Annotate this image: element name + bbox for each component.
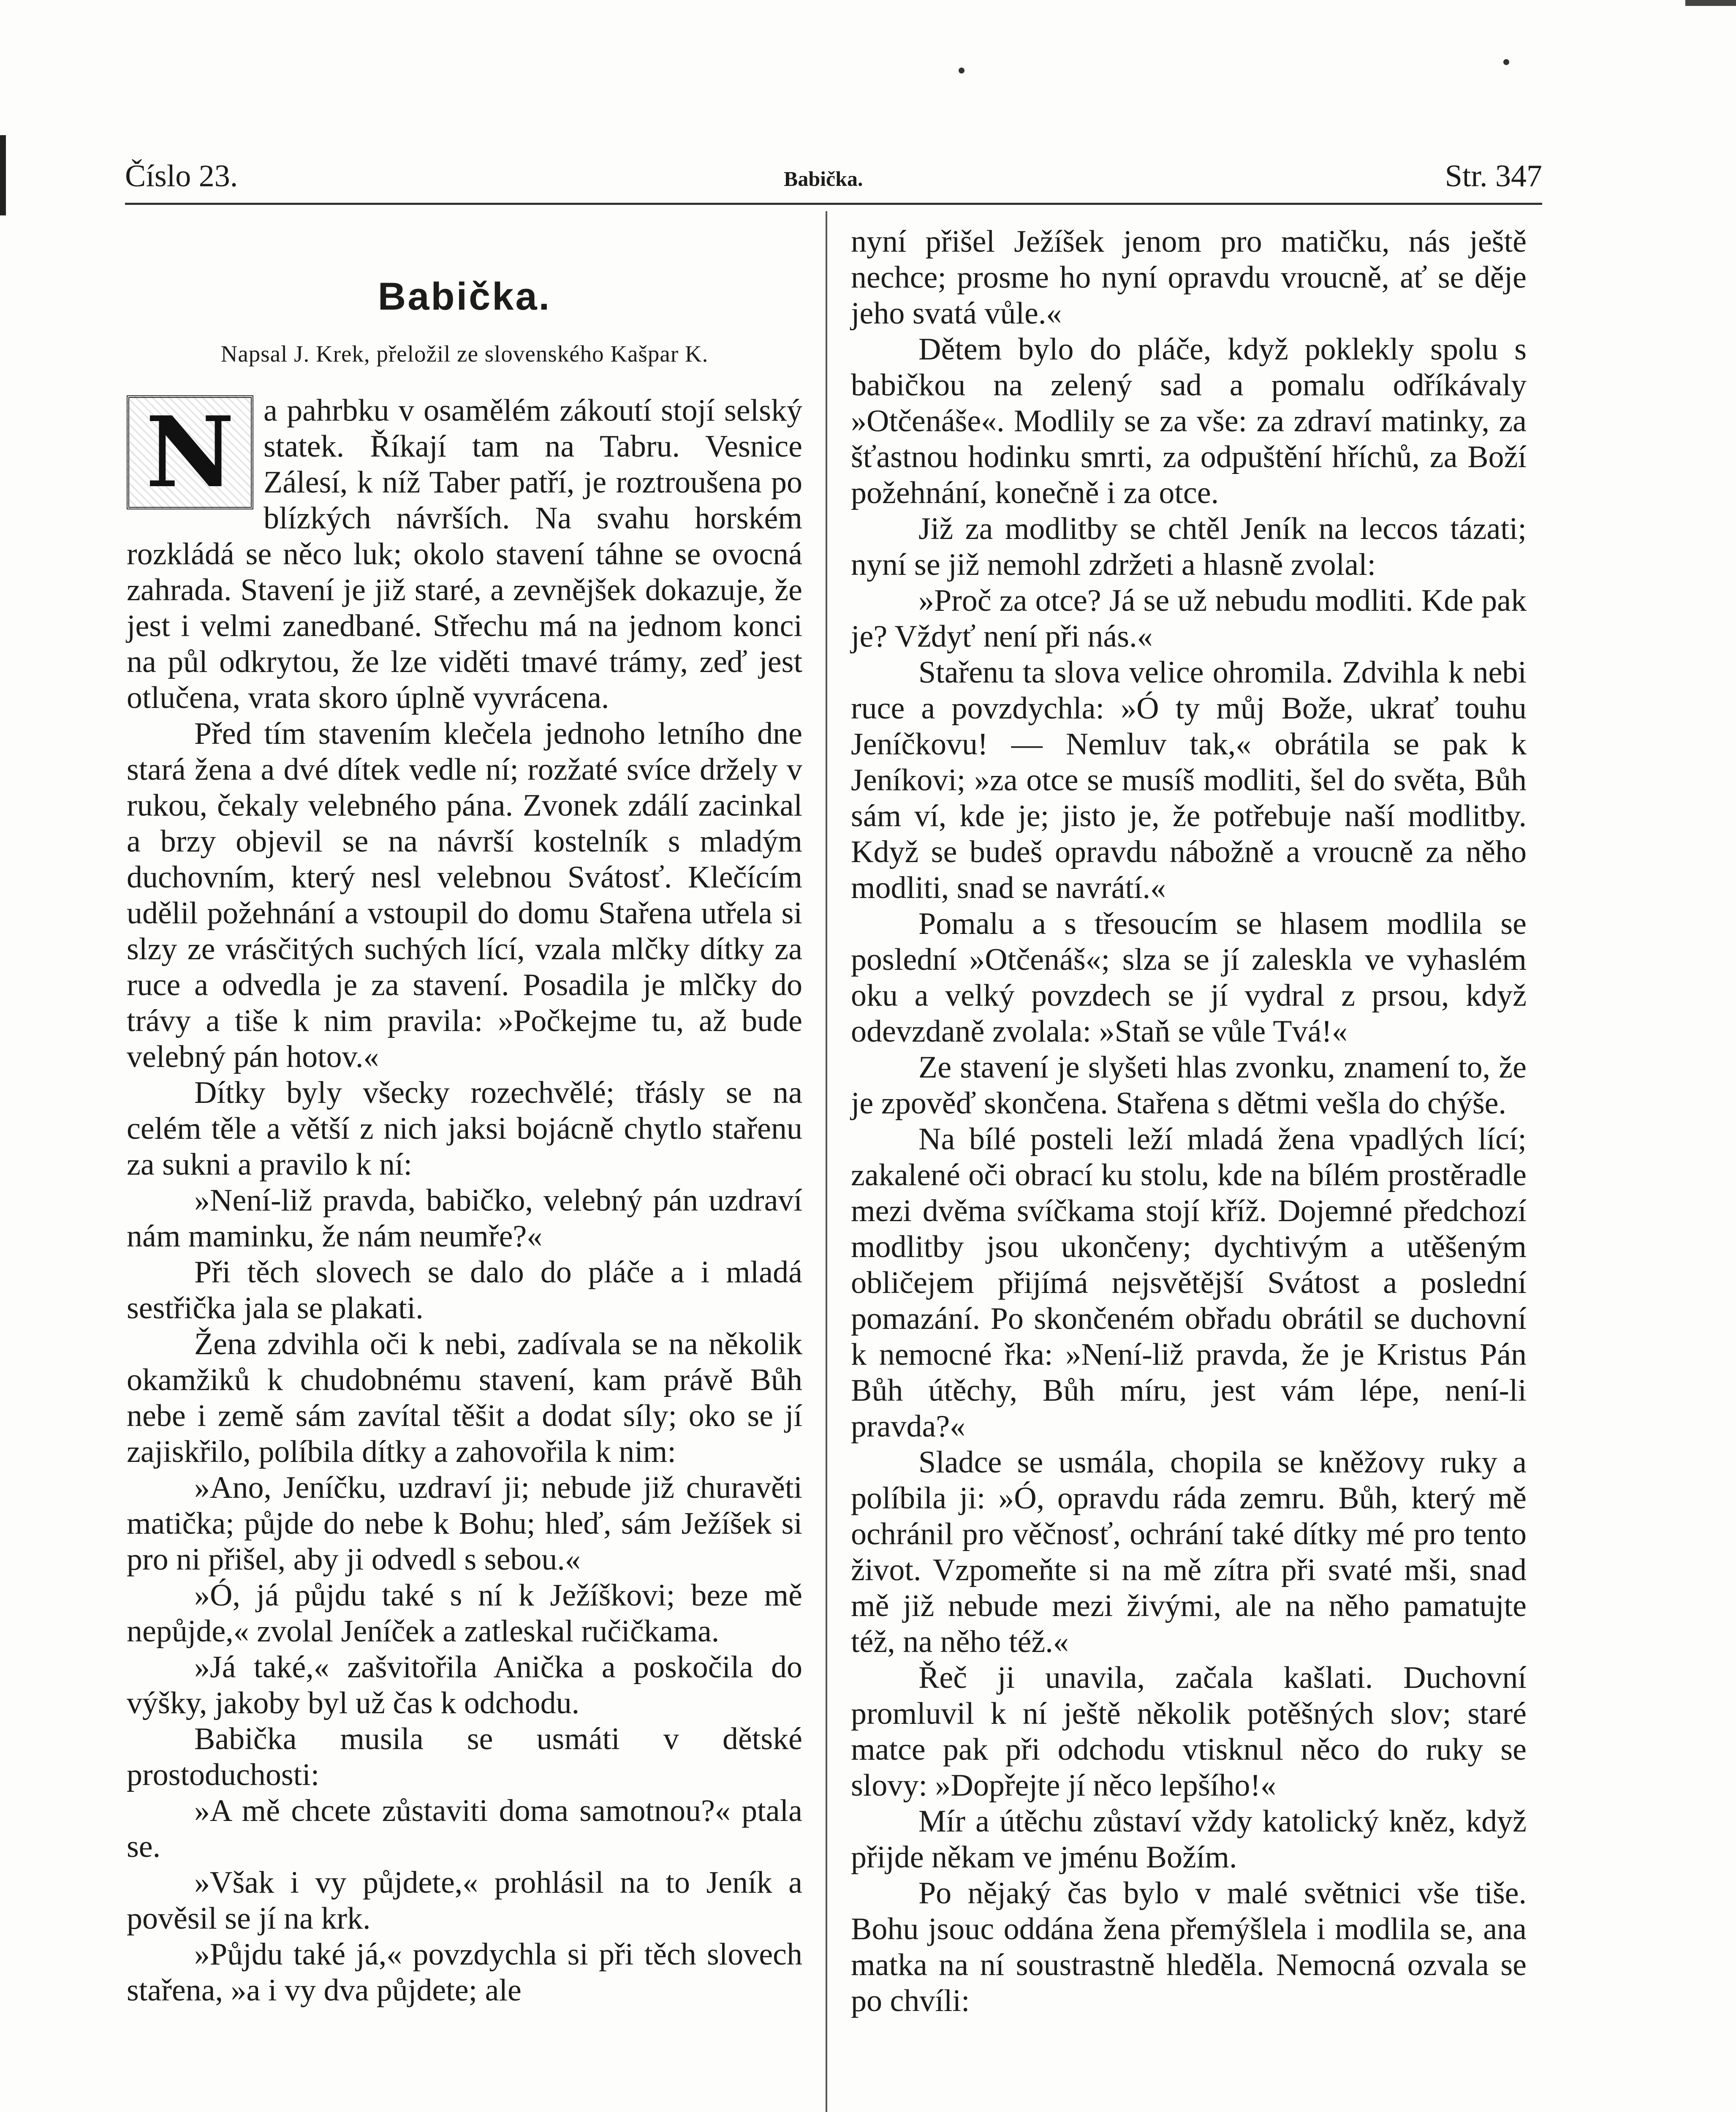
paragraph: »Ó, já půjdu také s ní k Ježíškovi; beze mě nepůjde,« zvolal Jeníček a zatleskal ručičkama. bbox=[127, 1578, 802, 1649]
paragraph: Žena zdvihla oči k nebi, zadívala se na několik okamžiků k chudobnému stavení, kam právě Bůh nebe i země sám zavítal těšit a dodat síly; oko se jí zajiskřilo, políbila dítky a zahovořila k nim: bbox=[127, 1327, 802, 1469]
paragraph: »Však i vy půjdete,« prohlásil na to Jeník a pověsil se jí na krk. bbox=[127, 1865, 802, 1936]
opening-paragraph-text: a pahrbku v osamělém zákoutí stojí selský statek. Říkají tam na Tabru. Vesnice Zálesí, k níž Taber patří, je roztroušena po blízkých návrších. Na svahu horském rozkládá se něco luk; okolo stavení táhne se ovocná zahrada. Stavení je již staré, a zevnějšek dokazuje, že jest i velmi zanedbané. Střechu má na jednom konci na půl odkrytou, že lze viděti tmavé trámy, zeď jest otlučena, vrata skoro úplně vyvrácena. bbox=[127, 393, 802, 715]
paragraph: Dítky byly všecky rozechvělé; třásly se na celém těle a větší z nich jaksi bojácně chytlo stařenu za sukni a pravilo k ní: bbox=[127, 1075, 802, 1182]
paragraph: Po nějaký čas bylo v malé světnici vše tiše. Bohu jsouc oddána žena přemýšlela i modlila se, ana matka na ní soustrastně hleděla. Nemocná ozvala se po chvíli: bbox=[851, 1876, 1527, 2018]
scan-edge-mark bbox=[1685, 0, 1736, 6]
paragraph: »Není-liž pravda, babičko, velebný pán uzdraví nám maminku, že nám neumře?« bbox=[127, 1183, 802, 1254]
page-header bbox=[125, 156, 1542, 205]
paragraph: Řeč ji unavila, začala kašlati. Duchovní promluvil k ní ještě několik potěšných slov; staré matce pak při odchodu vtisknul něco do ruky se slovy: »Dopřejte jí něco lepšího!« bbox=[851, 1660, 1527, 1803]
paragraph: »Já také,« zašvitořila Anička a poskočila do výšky, jakoby byl už čas k odchodu. bbox=[127, 1650, 802, 1720]
article-byline: Napsal J. Krek, přeložil ze slovenského Kašpar K. bbox=[220, 341, 709, 367]
running-title: Babička. bbox=[784, 167, 863, 191]
scan-speck bbox=[1503, 59, 1509, 65]
paragraph: Při těch slovech se dalo do pláče a i mladá sestřička jala se plakati. bbox=[127, 1255, 802, 1325]
article-title: Babička. bbox=[378, 275, 551, 318]
paragraph: Pomalu a s třesoucím se hlasem modlila se poslední »Otčenáš«; slza se jí zaleskla ve vyhaslém oku a velký povzdech se jí vydral z prsou, když odevzdaně zvolala: »Staň se vůle Tvá!« bbox=[851, 906, 1527, 1049]
paragraph: »A mě chcete zůstaviti doma samotnou?« ptala se. bbox=[127, 1794, 802, 1864]
paragraph: Babička musila se usmáti v dětské prostoduchosti: bbox=[127, 1722, 802, 1792]
paragraph: »Ano, Jeníčku, uzdraví ji; nebude již churavěti matička; půjde do nebe k Bohu; hleď, sám Ježíšek si pro ni přišel, aby ji odvedl s sebou.« bbox=[127, 1470, 802, 1577]
column-divider bbox=[826, 211, 827, 2112]
opening-paragraph bbox=[127, 393, 802, 716]
scan-speck bbox=[959, 68, 964, 73]
paragraph: Dětem bylo do pláče, když poklekly spolu s babičkou na zelený sad a pomalu odříkávaly »Otčenáše«. Modlily se za vše: za zdraví matinky, za šťastnou hodinku smrti, za odpuštění hříchů, za Boží požehnání, konečně i za otce. bbox=[851, 332, 1527, 510]
paragraph: Na bílé posteli leží mladá žena vpadlých lící; zakalené oči obrací ku stolu, kde na bílém prostěradle mezi dvěma svíčkama stojí kříž. Dojemné předchozí modlitby jsou ukončeny; dychtivým a utěšeným obličejem přijímá nejsvětější Svátost a poslední pomazání. Po skončeném obřadu obrátil se duchovní k nemocné řka: »Není-liž pravda, že je Kristus Pán Bůh útěchy, Bůh míru, jest vám lépe, není-li pravda?« bbox=[851, 1122, 1527, 1444]
paragraph: »Půjdu také já,« povzdychla si při těch slovech stařena, »a i vy dva půjdete; ale bbox=[127, 1937, 802, 2008]
ornamental-initial: N bbox=[127, 395, 253, 509]
issue-number: Číslo 23. bbox=[125, 159, 238, 193]
left-column bbox=[127, 224, 802, 2009]
paragraph: Stařenu ta slova velice ohromila. Zdvihla k nebi ruce a povzdychla: »Ó ty můj Bože, ukrať touhu Jeníčkovu! — Nemluv tak,« obrátila se pak k Jeníkovi; »za otce se musíš modliti, šel do světa, Bůh sám ví, kde je; jisto je, že potřebuje naší modlitby. Když se budeš opravdu nábožně a vroucně za něho modliti, snad se navrátí.« bbox=[851, 655, 1527, 905]
right-column bbox=[851, 224, 1527, 2019]
paragraph: Ze stavení je slyšeti hlas zvonku, znamení to, že je zpověď skončena. Stařena s dětmi vešla do chýše. bbox=[851, 1050, 1527, 1121]
paragraph: »Proč za otce? Já se už nebudu modliti. Kde pak je? Vždyť není při nás.« bbox=[851, 583, 1527, 654]
paragraph: Mír a útěchu zůstaví vždy katolický kněz, když přijde někam ve jménu Božím. bbox=[851, 1804, 1527, 1875]
paragraph: Sladce se usmála, chopila se kněžovy ruky a políbila ji: »Ó, opravdu ráda zemru. Bůh, který mě ochránil pro věčnosť, ochrání také dítky mé pro tento život. Vzpomeňte si na mě zítra při svaté mši, snad mě již nebude mezi živými, ale na něho pamatujte též, na něho též.« bbox=[851, 1445, 1527, 1659]
paragraph: Před tím stavením klečela jednoho letního dne stará žena a dvé dítek vedle ní; rozžaté svíce držely v rukou, čekaly velebného pána. Zvonek zdálí zacinkal a brzy objevil se na návrší kostelník s mladým duchovním, který nesl velebnou Svátosť. Klečícím udělil požehnání a vstoupil do domu Stařena utřela si slzy ze vrásčitých suchých lící, vzala mlčky dítky za ruce a odvedla je za stavení. Posadila je mlčky do trávy a tiše k nim pravila: »Počkejme tu, až bude velebný pán hotov.« bbox=[127, 716, 802, 1074]
page-number: Str. 347 bbox=[1445, 159, 1542, 193]
paragraph-continuation: nyní přišel Ježíšek jenom pro matičku, nás ještě nechce; prosme ho nyní opravdu vroucně, ať se děje jeho svatá vůle.« bbox=[851, 224, 1527, 331]
paragraph: Již za modlitby se chtěl Jeník na leccos tázati; nyní se již nemohl zdržeti a hlasně zvolal: bbox=[851, 512, 1527, 582]
scan-edge-mark bbox=[0, 135, 6, 215]
